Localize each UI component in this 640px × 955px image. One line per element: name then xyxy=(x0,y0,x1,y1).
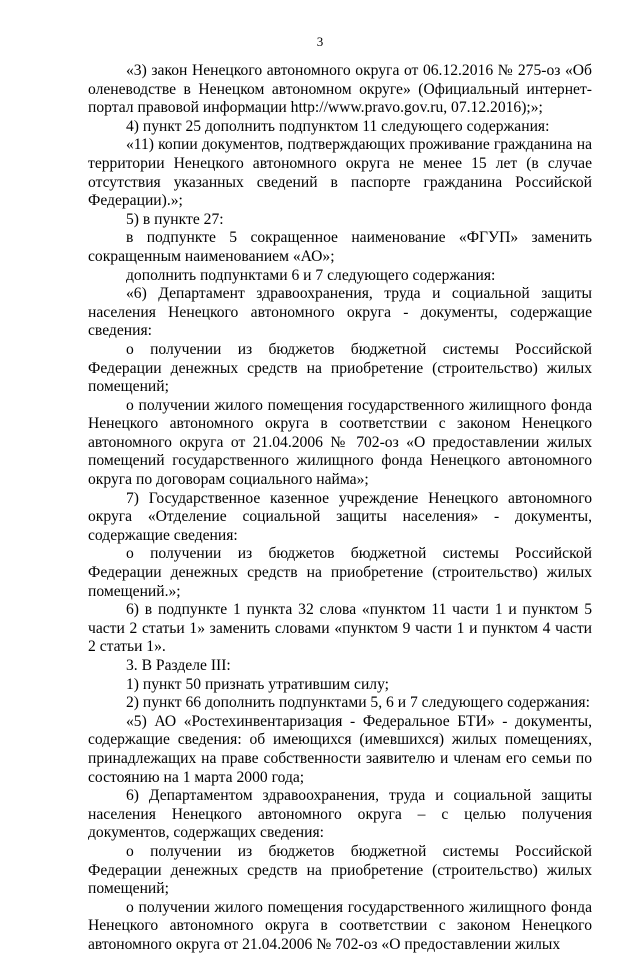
paragraph-subitem-5-replace: в подпункте 5 сокращенное наименование «ФГУП» заменить сокращенным наименованием «АО»; xyxy=(88,229,592,265)
paragraph-section-iii: 3. В Разделе III: xyxy=(126,657,231,674)
paragraph-budget-funds-second: о получении из бюджетов бюджетной системы Российской Федерации денежных средств на приобретение (строительство) жилых помещений; xyxy=(88,842,592,898)
paragraph-item-6: 6) в подпункте 1 пункта 32 слова «пунктом 11 части 1 и пунктом 5 части 2 статьи 1» заменить словами «пунктом 9 части 1 и пунктом 4 части 2 статьи 1». xyxy=(88,601,592,656)
paragraph-item-5: 5) в пункте 27: xyxy=(126,210,224,228)
paragraph-subitem-6-department-request: 6) Департаментом здравоохранения, труда и социальной защиты населения Ненецкого автономного округа – с целью получения документов, содержащих сведения: xyxy=(88,787,592,842)
paragraph-budget-funds-end: о получении из бюджетов бюджетной системы Российской Федерации денежных средств на приобретение (строительство) жилых помещений.»; xyxy=(88,545,592,600)
paragraph-subitem-7-institution: 7) Государственное казенное учреждение Ненецкого автономного округа «Отделение социальной защиты населения» - документы, содержащие сведения: xyxy=(88,489,592,544)
paragraph-item-50: 1) пункт 50 признать утратившим силу; xyxy=(126,675,390,693)
paragraph-subitem-6-department: «6) Департамент здравоохранения, труда и социальной защиты населения Ненецкого автономного округа - документы, содержащие сведения: xyxy=(88,285,592,340)
paragraph-item-4: 4) пункт 25 дополнить подпунктом 11 следующего содержания: xyxy=(126,117,550,135)
paragraph-law-reference: «3) закон Ненецкого автономного округа от 06.12.2016 № 275-оз «Об оленеводстве в Ненецком автономном округе» (Официальный интернет-портал правовой информации http://www.pravo.gov.ru, 07.12.2016);»; xyxy=(88,62,592,117)
paragraph-housing-fund: о получении жилого помещения государственного жилищного фонда Ненецкого автономного округа в соответствии с законом Ненецкого автономного округа от 21.04.2006 № 702-оз «О предоставлении жилых помещений государственного жилищного фонда Ненецкого автономного округа по договорам социального найма»; xyxy=(88,396,592,489)
paragraph-subitem-5-bti: «5) АО «Ростехинвентаризация - Федеральное БТИ» - документы, содержащие сведения: об имеющихся (имевшихся) жилых помещениях, принадлежащих на праве собственности заявителю и членам его семьи по состоянию на 1 марта 2000 года; xyxy=(88,712,592,786)
paragraph-add-subitems-6-7: дополнить подпунктами 6 и 7 следующего содержания: xyxy=(126,266,496,284)
paragraph-item-66: 2) пункт 66 дополнить подпунктами 5, 6 и 7 следующего содержания: xyxy=(126,694,590,712)
paragraph-budget-funds: о получении из бюджетов бюджетной системы Российской Федерации денежных средств на приобретение (строительство) жилых помещений; xyxy=(88,340,592,396)
paragraph-subitem-11: «11) копии документов, подтверждающих проживание гражданина на территории Ненецкого автономного округа не менее 15 лет (в случае отсутствия указанных сведений в паспорте гражданина Российской Федерации).»; xyxy=(88,136,592,210)
paragraph-housing-fund-second: о получении жилого помещения государственного жилищного фонда Ненецкого автономного округа в соответствии с законом Ненецкого автономного округа от 21.04.2006 № 702-оз «О предоставлении жилых xyxy=(88,898,592,953)
page-number: 3 xyxy=(316,34,324,49)
document-body xyxy=(88,62,592,955)
